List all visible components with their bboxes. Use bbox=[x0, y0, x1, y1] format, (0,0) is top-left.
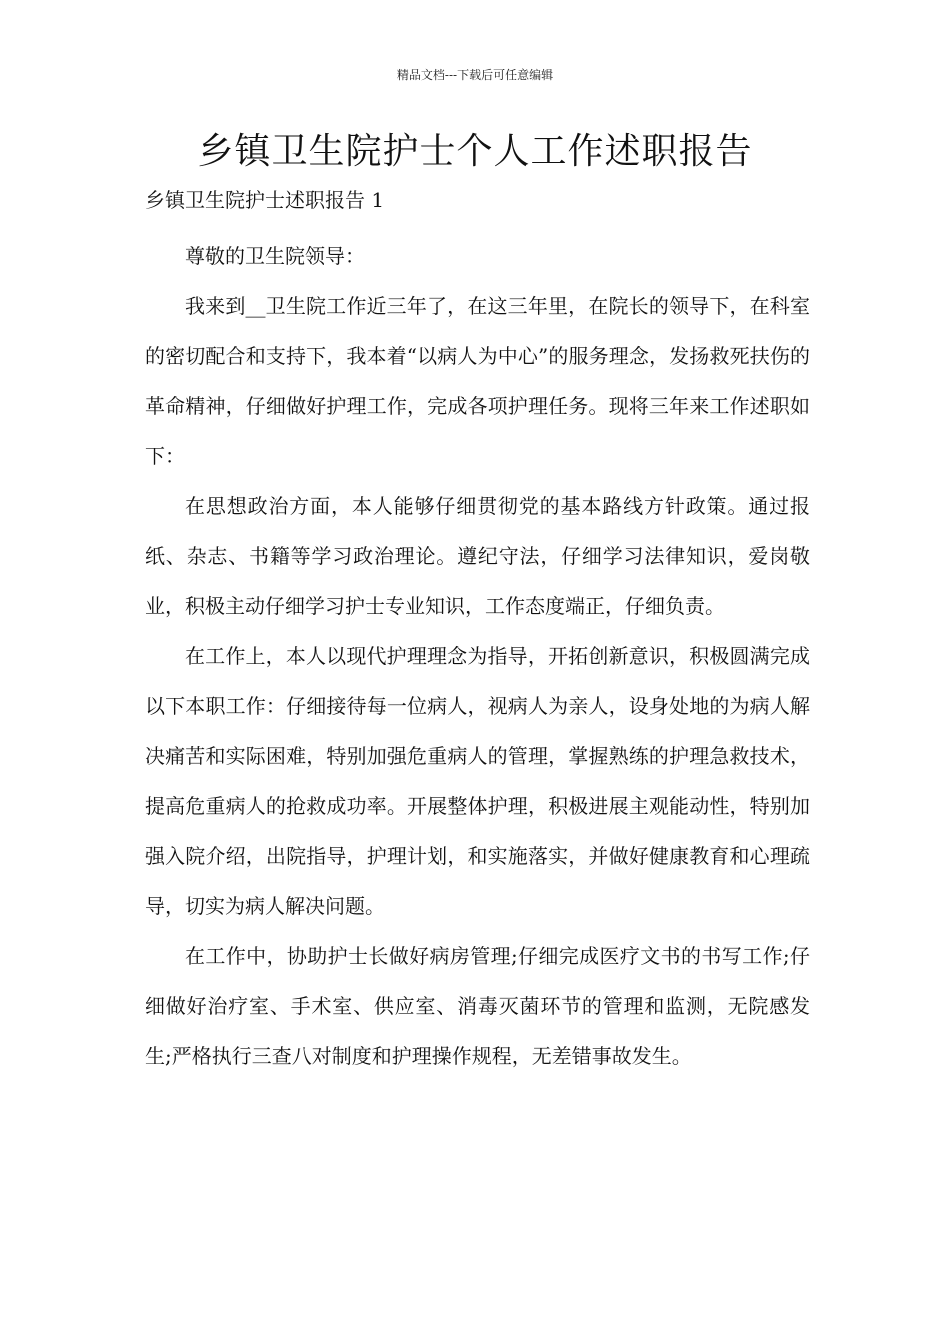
work-paragraph: 在工作上，本人以现代护理理念为指导，开拓创新意识，积极圆满完成以下本职工作：仔细接待每一位病人，视病人为亲人，设身处地的为病人解决痛苦和实际困难，特别加强危重病人的管理，掌握熟练的护理急救技术，提高危重病人的抢救成功率。开展整体护理，积极进展主观能动性，特别加强入院介绍，出院指导，护理计划，和实施落实，并做好健康教育和心理疏导，切实为病人解决问题。 bbox=[145, 644, 810, 918]
intro-paragraph: 我来到__卫生院工作近三年了，在这三年里，在院长的领导下，在科室的密切配合和支持下，我本着“以病人为中心”的服务理念，发扬救死扶伤的革命精神，仔细做好护理工作，完成各项护理任务。现将三年来工作述职如下： bbox=[145, 294, 810, 468]
salutation-paragraph: 尊敬的卫生院领导： bbox=[185, 244, 365, 268]
political-paragraph: 在思想政治方面，本人能够仔细贯彻党的基本路线方针政策。通过报纸、杂志、书籍等学习政治理论。遵纪守法，仔细学习法律知识，爱岗敬业，积极主动仔细学习护士专业知识，工作态度端正，仔细负责。 bbox=[145, 494, 810, 618]
document-body bbox=[145, 231, 810, 1081]
management-paragraph: 在工作中，协助护士长做好病房管理;仔细完成医疗文书的书写工作;仔细做好治疗室、手术室、供应室、消毒灭菌环节的管理和监测，无院感发生;严格执行三查八对制度和护理操作规程，无差错事故发生。 bbox=[145, 944, 810, 1068]
header-note: 精品文档---下载后可任意编辑 bbox=[396, 68, 554, 82]
document-title: 乡镇卫生院护士个人工作述职报告 bbox=[197, 131, 753, 172]
section-subtitle: 乡镇卫生院护士述职报告 1 bbox=[145, 188, 385, 212]
